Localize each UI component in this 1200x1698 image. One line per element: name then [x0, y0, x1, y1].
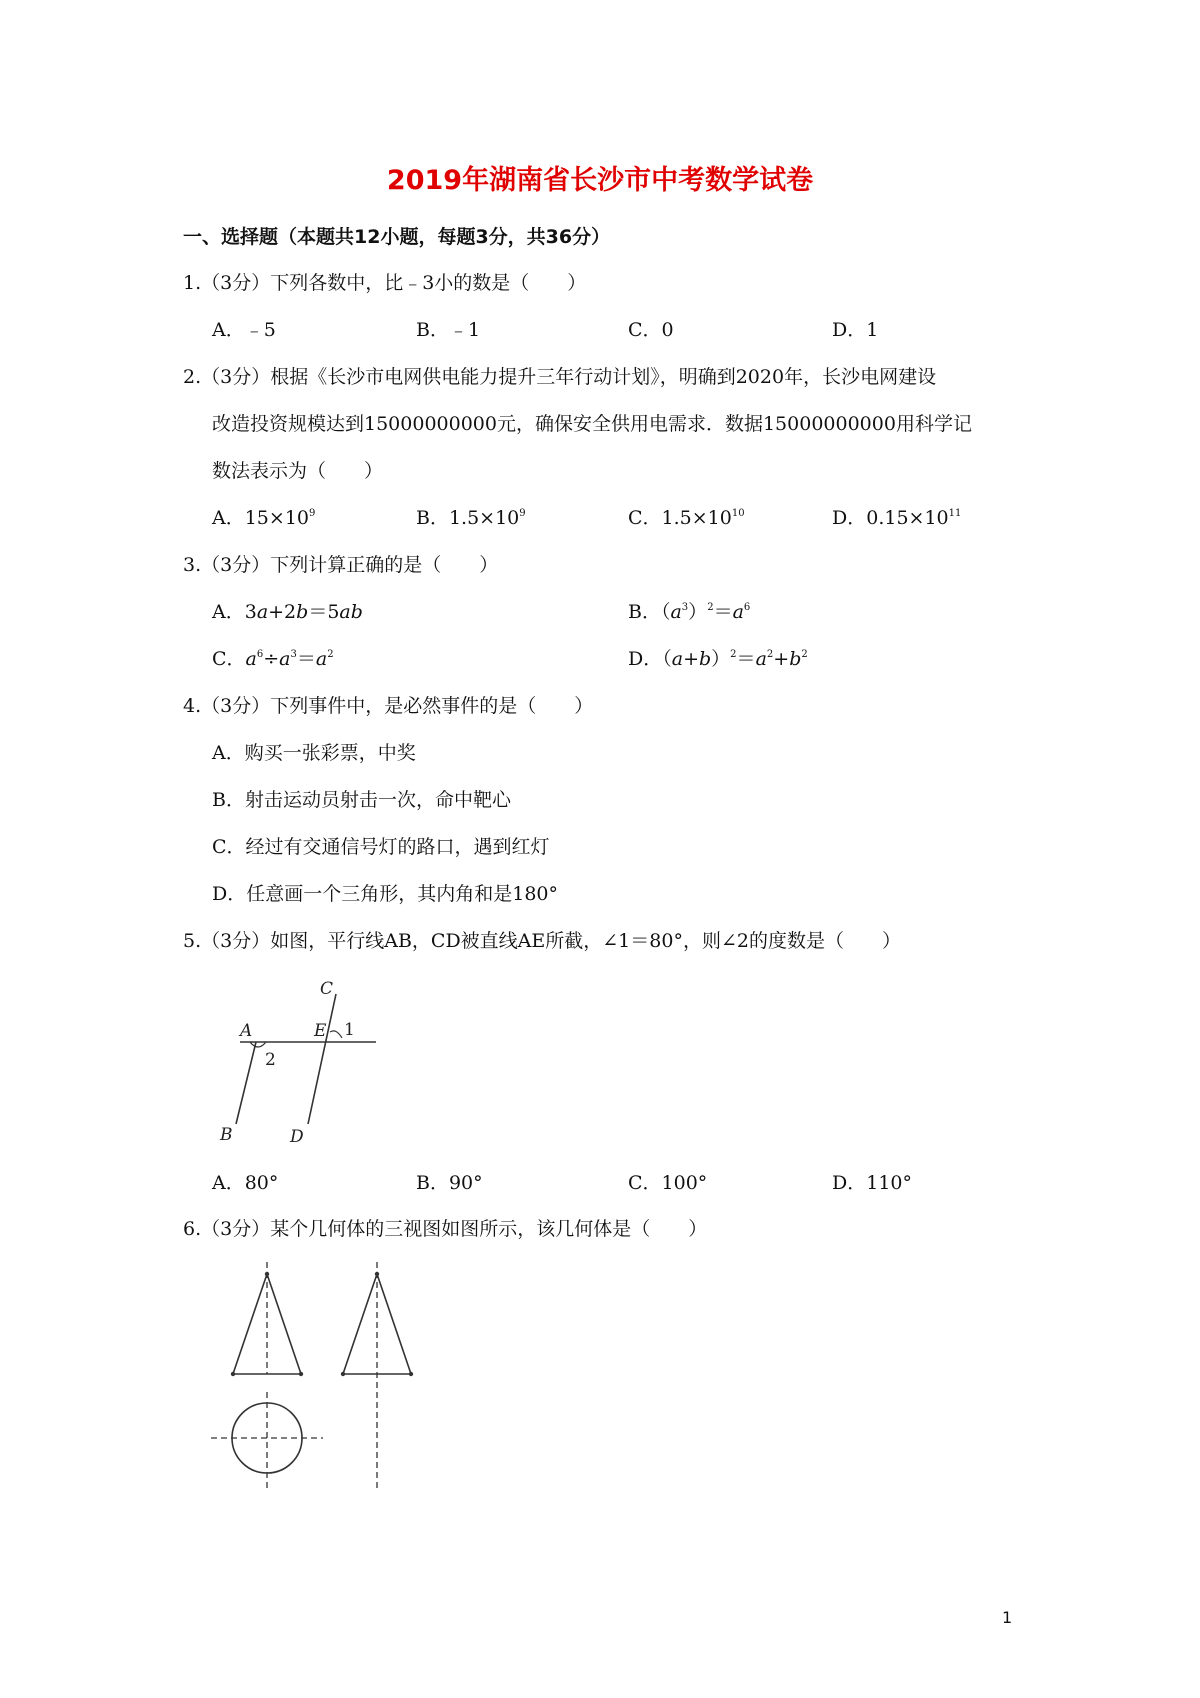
q2-option-d-base: D．0.15×10 — [832, 507, 949, 529]
q3-stem: 3.（3分）下列计算正确的是（ ） — [183, 554, 499, 576]
q2-option-c-base: C．1.5×10 — [628, 507, 732, 529]
label-a: A — [240, 1021, 253, 1041]
page-title: 2019年湖南省长沙市中考数学试卷 — [386, 165, 814, 196]
label-c: C — [320, 979, 334, 999]
q5-option-c[interactable]: C．100° — [628, 1172, 708, 1194]
q2-option-d-exponent: 11 — [948, 508, 962, 519]
q4-option-b[interactable]: B．射击运动员射击一次，命中靶心 — [212, 789, 511, 811]
q4-option-a[interactable]: A．购买一张彩票，中奖 — [212, 742, 416, 764]
q5-option-a[interactable]: A．80° — [212, 1172, 279, 1194]
label-angle-2: 2 — [265, 1050, 276, 1070]
q2-option-a[interactable] — [212, 505, 315, 531]
q1-option-a[interactable]: A．﹣5 — [212, 319, 276, 341]
label-d: D — [290, 1127, 304, 1147]
q6-stem: 6.（3分）某个几何体的三视图如图所示，该几何体是（ ） — [183, 1218, 708, 1240]
q1-option-d[interactable]: D．1 — [832, 319, 879, 341]
label-b: B — [220, 1125, 233, 1145]
q5-option-d[interactable]: D．110° — [832, 1172, 912, 1194]
q6-three-view-figure — [205, 1262, 425, 1492]
q1-option-c[interactable]: C．0 — [628, 319, 674, 341]
q2-stem-line3: 数法表示为（ ） — [212, 460, 384, 482]
q2-stem-line2: 改造投资规模达到15000000000元，确保安全供用电需求．数据15000000000用科学记 — [212, 413, 972, 435]
q3-option-a[interactable]: A．3a+2b＝5ab — [212, 601, 363, 623]
q4-stem: 4.（3分）下列事件中，是必然事件的是（ ） — [183, 695, 594, 717]
q5-option-b[interactable]: B．90° — [416, 1172, 483, 1194]
q2-option-b[interactable] — [416, 505, 526, 531]
q1-option-b[interactable]: B．﹣1 — [416, 319, 481, 341]
q2-option-c[interactable] — [628, 505, 745, 531]
q4-option-d[interactable]: D．任意画一个三角形，其内角和是180° — [212, 883, 558, 905]
q3-option-c[interactable]: C．$a^6\div a^3=a^2$ — [212, 648, 334, 670]
q2-option-b-base: B．1.5×10 — [416, 507, 520, 529]
q5-parallel-lines-figure — [210, 978, 400, 1148]
q2-option-d[interactable] — [832, 505, 961, 531]
page-number: 1 — [1002, 1608, 1013, 1627]
q2-option-c-exponent: 10 — [731, 508, 745, 519]
q2-option-a-exponent: 9 — [309, 508, 316, 519]
q3-option-b[interactable]: B．$(a^3)^2=a^6$ — [628, 601, 751, 623]
section-heading: 一、选择题（本题共12小题，每题3分，共36分） — [183, 226, 611, 248]
q2-option-b-exponent: 9 — [519, 508, 526, 519]
q3-option-d[interactable]: D．$(a+b)^2=a^2+b^2$ — [628, 648, 808, 670]
q1-stem: 1.（3分）下列各数中，比﹣3小的数是（ ） — [183, 272, 587, 294]
q4-option-c[interactable]: C．经过有交通信号灯的路口，遇到红灯 — [212, 836, 550, 858]
label-e: E — [314, 1021, 327, 1041]
q2-option-a-base: A．15×10 — [212, 507, 309, 529]
q2-stem-line1: 2.（3分）根据《长沙市电网供电能力提升三年行动计划》，明确到2020年，长沙电网建设 — [183, 366, 937, 388]
q5-stem: 5.（3分）如图，平行线AB，CD被直线AE所截，∠1＝80°，则∠2的度数是（ ） — [183, 930, 901, 952]
label-angle-1: 1 — [344, 1020, 355, 1040]
